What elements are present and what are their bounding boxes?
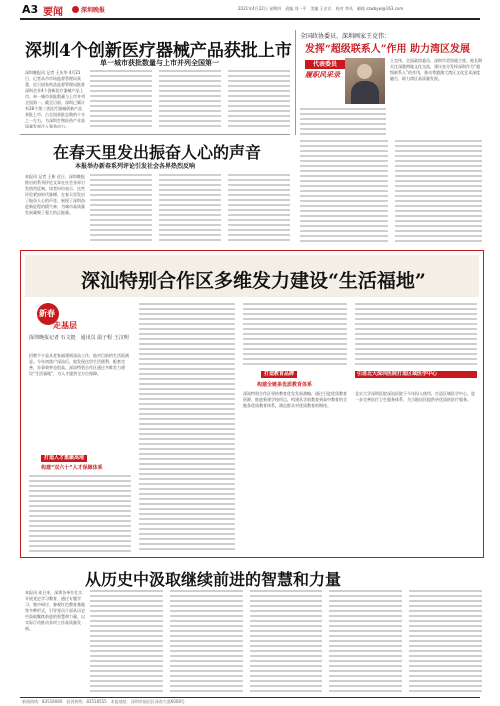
article-4-subhead-5-box (355, 371, 477, 385)
article-4-text-4 (355, 303, 477, 367)
article-2-title: 发挥“超级联系人”作用 助力湾区发展 (305, 44, 470, 55)
article-5-text-block (90, 590, 482, 694)
article-2-continued (300, 140, 482, 246)
paper-name: 深圳晚报 (81, 7, 106, 14)
article-1-subtitle: 单一城市获批数量与上市并列全国第一 (100, 59, 219, 67)
divider-1 (20, 134, 290, 135)
article-4-subhead-5: 引进北大深圳医院打造区域医学中心 (355, 371, 477, 378)
article-2-body: 王克伟，全国政协委员，深圳市美协副主席。他长期关注深港两地文化交流，建议充分发挥深圳作为“超级联系人”的作用，推动粤港澳大湾区文化艺术深度融合，助力湾区高质量发展。 (390, 58, 482, 81)
article-4-text-2 (139, 303, 235, 553)
footer-text: 新闻热线：83518080 投诉热线：83518555 本报地址：深圳市福田区深南大道6008号 (22, 699, 185, 704)
article-3-text-block (90, 174, 290, 246)
page-number: A3 (22, 3, 39, 16)
article-4-body-2: 深汕特别合作区坚持教育优先发展战略，通过引进优质教育资源，推进新建学校项目，构建从学前教育到高中教育的全链条优质教育体系，满足群众对优质教育的期待。 (243, 391, 347, 408)
article-4-body-3: 北京大学深圳医院深汕医院于今年投入使用，打造区域医学中心，进一步完善医疗卫生服务体系，为当地居民提供更优质的医疗服务。 (355, 391, 475, 402)
article-4-subhead-4: 构建全链条优质教育体系 (257, 382, 313, 388)
column-divider (295, 30, 296, 135)
article-1-text-block (90, 70, 290, 128)
section-title: 要闻 (43, 7, 63, 18)
article-2-column-badge (305, 60, 345, 84)
article-4-text-3 (243, 303, 347, 367)
article-3-subtitle: 本报举办新春系列评论引发社会各界热烈反响 (75, 163, 196, 170)
article-4-text-1 (29, 475, 131, 553)
article-1-title: 深圳4个创新医疗器械产品获批上市 (25, 41, 292, 61)
article-2-photo (345, 58, 385, 104)
article-3-body: 本报讯 记者 王新 近日，深圳晚报推出的系列评论文章在社会各界引发热烈反响。读者纷纷表示，这些评论紧扣时代脉搏，在春天里发出了振奋人心的声音，展现了深圳奋进新征程的精气神，为城市高质量发展凝聚了强大的正能量。 (25, 174, 85, 215)
masthead-rule (20, 18, 480, 20)
article-5-body: 本报讯 连日来，深圳各单位扎实开展党史学习教育，通过专题学习、集中研讨、参观红色教育基地等多种形式，引导党员干部从历史中汲取继续前进的智慧和力量，以实际行动推动各项工作高质量发展。 (25, 590, 85, 631)
article-4-box (20, 250, 484, 558)
person-photo-icon (357, 64, 372, 79)
badge-top: 新春 (39, 309, 55, 318)
masthead (0, 0, 500, 22)
article-4-subhead-3: 打造教育品牌 (261, 371, 297, 378)
article-4-subhead-1: 打造人才集聚高地 (41, 455, 87, 462)
article-2-tag: 代表委员 (305, 60, 345, 69)
article-3-title: 在春天里发出振奋人心的声音 (53, 143, 262, 162)
paper-logo-icon (72, 6, 79, 13)
article-2-kicker: 全国政协委员、深圳画家王克伟： (300, 33, 391, 40)
article-4-badge (37, 303, 83, 333)
article-4-title: 深汕特别合作区多维发力建设“生活福地” (81, 270, 426, 292)
article-2-column: 履职风采录 (305, 70, 340, 79)
masthead-meta: 2021年4月22日 星期四 责编 刘一平 美编 王京京 校对 李凤 邮箱 szwbyw@163.com (238, 6, 404, 11)
article-4-subhead-2: 构建“双六十”人才保障体系 (41, 465, 103, 471)
article-2-text-block (300, 108, 386, 138)
footer-rule (20, 697, 480, 698)
badge-bottom: 走基层 (53, 320, 77, 330)
article-4-body-1: 招聘不少是从老家福建到深汕工作，他对目前的生活很满意。今年初落户深汕后，他发现这里生活便利、配套完善，办事效率也很高。深汕特别合作区通过多维发力建设“生活福地”，为人才提供全方位保障。 (29, 353, 129, 376)
article-5-title: 从历史中汲取继续前进的智慧和力量 (85, 570, 342, 589)
article-1-body: 深圳晚报讯 记者 王庆华 4月21日，记者从市市场监督管理局获悉，近日国家药品监督管理局批准深圳企业4个创新医疗器械产品上市，单一城市获批数量与上市并列全国第一。截至目前，深圳已累计有28个第三类医疗器械创新产品获批上市，占全国获批总数的十分之一左右，为深圳生物医药产业高质量发展注入强劲动力。 (25, 70, 85, 128)
paper-logo (72, 5, 116, 14)
article-4-byline: 深圳晚报记者 石文挺 通讯员 温子程 王汉明 (29, 335, 129, 341)
